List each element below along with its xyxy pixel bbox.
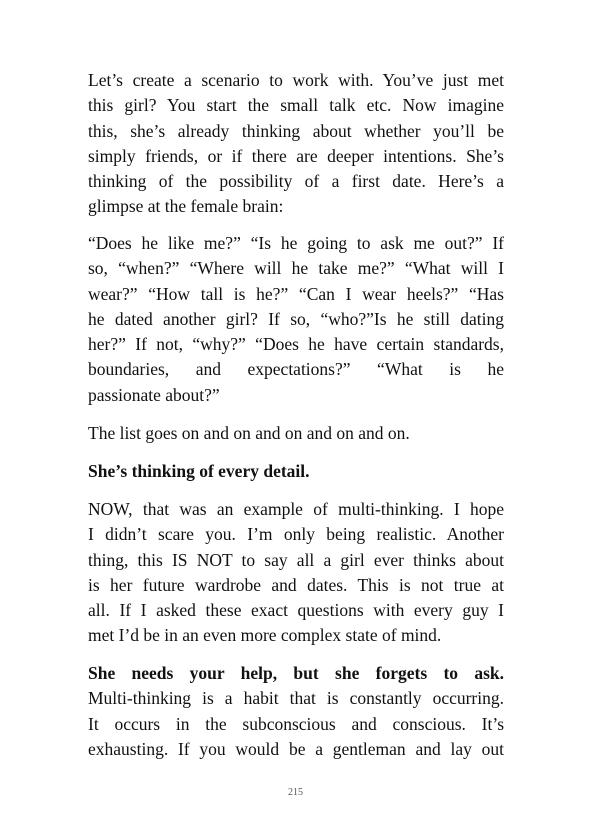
text-line: met I’d be in an even more complex state of mind.: [88, 625, 442, 646]
text-line: thing, this IS NOT to say all a girl ever thinks about: [88, 549, 504, 570]
text-line: this girl? You start the small talk etc. Now imagine: [88, 95, 504, 116]
text-line: I didn’t scare you. I’m only being realistic. Another: [88, 524, 504, 545]
text-line: her?” If not, “why?” “Does he have certain standards,: [88, 334, 504, 355]
text-line: It occurs in the subconscious and conscious. It’s: [88, 713, 504, 734]
paragraph-list: [88, 421, 504, 446]
text-line: simply friends, or if there are deeper intentions. She’s: [88, 145, 504, 166]
text-line: She’s thinking of every detail.: [88, 461, 310, 481]
text-line: Multi-thinking is a habit that is constantly occurring.: [88, 688, 504, 709]
paragraph-needs-help: [88, 661, 504, 762]
text-line: this, she’s already thinking about whether you’ll be: [88, 120, 504, 141]
paragraph-scenario: [88, 68, 504, 220]
paragraph-every-detail: [88, 459, 504, 484]
text-line: glimpse at the female brain:: [88, 196, 284, 217]
text-line: Let’s create a scenario to work with. You’ve just met: [88, 70, 504, 90]
text-line: NOW, that was an example of multi-thinking. I hope: [88, 499, 504, 519]
page-number: 215: [288, 787, 303, 798]
paragraph-multi-thinking: [88, 497, 504, 649]
text-line: thinking of the possibility of a first date. Here’s a: [88, 171, 504, 192]
text-line-bold: She needs your help, but she forgets to ask.: [88, 663, 504, 683]
text-line: he dated another girl? If so, “who?”Is he still dating: [88, 308, 504, 329]
text-line: The list goes on and on and on and on and on.: [88, 423, 410, 443]
text-line: so, “when?” “Where will he take me?” “What will I: [88, 258, 504, 279]
text-line: wear?” “How tall is he?” “Can I wear heels?” “Has: [88, 283, 504, 304]
text-line: is her future wardrobe and dates. This is not true at: [88, 574, 504, 595]
text-line: “Does he like me?” “Is he going to ask me out?” If: [88, 233, 504, 253]
text-line: exhausting. If you would be a gentleman and lay out: [88, 738, 504, 759]
text-line: passionate about?”: [88, 384, 220, 405]
paragraph-questions: [88, 231, 504, 408]
text-line: all. If I asked these exact questions with every guy I: [88, 600, 504, 621]
text-line: boundaries, and expectations?” “What is he: [88, 359, 504, 380]
